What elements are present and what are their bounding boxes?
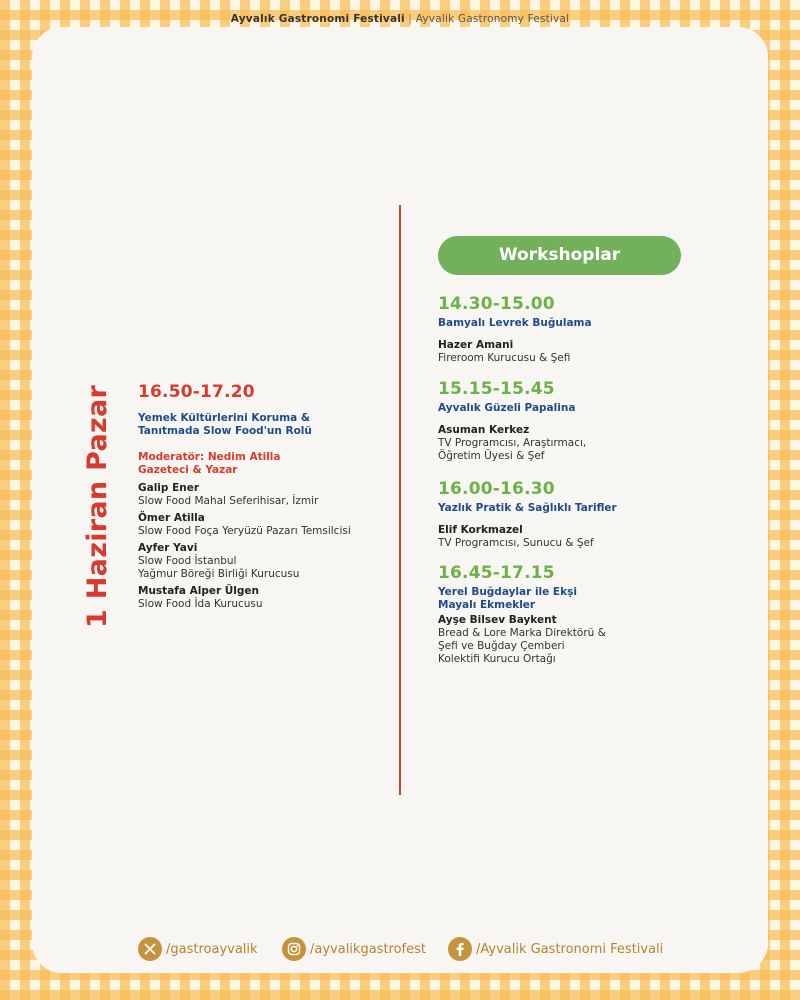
speaker-role: Slow Food Mahal Seferihisar, İzmir [138,495,319,507]
panel-time: 16.50-17.20 [138,382,255,402]
workshop-time: 16.00-16.30 [438,479,555,499]
panel-title [138,412,388,438]
social-footer [0,936,800,962]
speaker [138,482,388,508]
header-separator: | [408,13,413,25]
workshop-time: 14.30-15.00 [438,294,555,314]
speaker [138,542,388,581]
workshop-title [438,586,678,612]
workshop-title: Ayvalık Güzeli Papalina [438,402,576,414]
workshop-item [438,479,678,550]
festival-header [0,13,800,25]
workshop-title-line: Mayalı Ekmekler [438,599,536,611]
workshop-item [438,563,678,666]
workshop-chef-role: Fireroom Kurucusu & Şefi [438,352,571,364]
facebook-link[interactable] [448,936,663,962]
moderator-line: Moderatör: Nedim Atilla [138,451,281,463]
instagram-icon [282,937,306,961]
speaker-role: Slow Food İda Kurucusu [138,598,263,610]
header-title-english: Ayvalik Gastronomy Festival [415,13,570,25]
workshop-chef-role: Bread & Lore Marka Direktörü & [438,627,606,639]
moderator-line: Gazeteci & Yazar [138,464,238,476]
workshop-time: 15.15-15.45 [438,379,555,399]
day-title: 1 Haziran Pazar [82,384,113,628]
workshops-heading-pill: Workshoplar [438,236,681,275]
speaker-name: Ömer Atilla [138,512,205,524]
speaker-role: Slow Food Foça Yeryüzü Pazarı Temsilcisi [138,525,351,537]
workshop-item [438,379,678,463]
facebook-handle: /Ayvalik Gastronomi Festivali [476,941,664,957]
x-link[interactable] [138,936,258,962]
speaker-role: Yağmur Böreği Birliği Kurucusu [138,568,300,580]
center-divider [399,205,401,795]
workshop-chef-name: Ayşe Bilsev Baykent [438,614,557,626]
speaker-name: Galip Ener [138,482,200,494]
workshop-chef-role: TV Programcısı, Araştırmacı, [438,437,587,449]
workshop-item [438,294,678,365]
speaker-role: Slow Food İstanbul [138,555,237,567]
panel-title-line: Tanıtmada Slow Food'un Rolü [138,425,312,437]
speaker-name: Mustafa Alper Ülgen [138,585,260,597]
workshop-chef-role: Kolektifi Kurucu Ortağı [438,653,556,665]
workshop-chef-name: Asuman Kerkez [438,424,530,436]
moderator [138,451,388,477]
instagram-link[interactable] [282,936,426,962]
panel-session [138,382,388,611]
workshop-chef-role: Öğretim Üyesi & Şef [438,450,545,462]
panel-title-line: Yemek Kültürlerini Koruma & [138,412,311,424]
x-logo-icon [138,937,162,961]
header-title: Ayvalık Gastronomi Festivali [230,13,405,25]
workshop-chef-role: TV Programcısı, Sunucu & Şef [438,537,594,549]
speaker [138,585,388,611]
instagram-handle: /ayvalikgastrofest [310,941,426,957]
speaker-name: Ayfer Yavi [138,542,198,554]
workshop-title: Bamyalı Levrek Buğulama [438,317,592,329]
facebook-icon [448,937,472,961]
workshop-time: 16.45-17.15 [438,563,555,583]
speaker [138,512,388,538]
workshop-title-line: Yerel Buğdaylar ile Ekşi [438,586,577,598]
workshop-chef-role: Şefi ve Buğday Çemberi [438,640,565,652]
workshop-chef-name: Hazer Amani [438,339,514,351]
workshop-title: Yazlık Pratik & Sağlıklı Tarifler [438,502,617,514]
workshop-chef-name: Elif Korkmazel [438,524,523,536]
x-handle: /gastroayvalik [166,941,258,957]
